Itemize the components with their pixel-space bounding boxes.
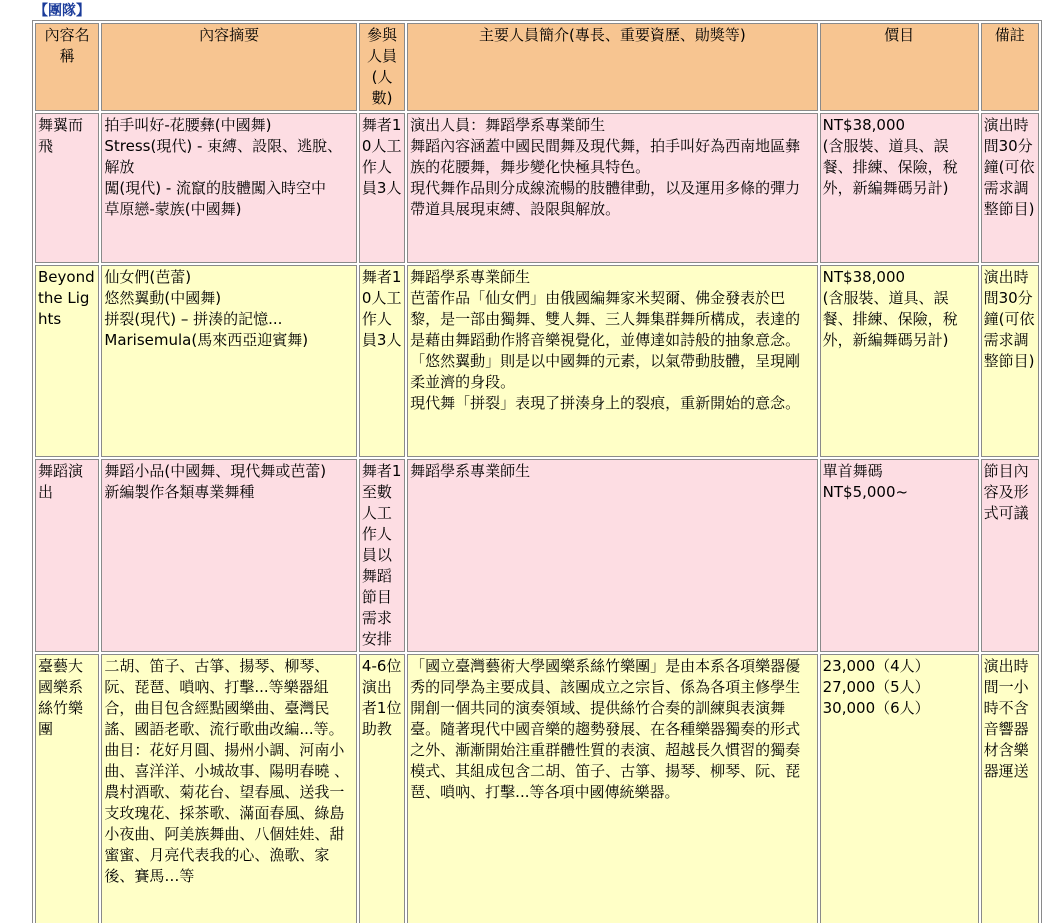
summary-line: 闖(現代) - 流竄的肢體闖入時空中 [104, 179, 327, 197]
row-participants: 4-6位演出者1位助教 [359, 654, 405, 923]
row-price [820, 459, 979, 652]
row-note: 節目內容及形式可議 [981, 459, 1039, 652]
row-price [820, 113, 979, 263]
row-name: Beyond the Lights [35, 265, 99, 457]
troupe-table [32, 20, 1042, 923]
row-participants: 舞者1至數人工作人員以舞蹈節目需求安排 [359, 459, 405, 652]
summary-line: 新編製作各類專業舞種 [104, 483, 255, 501]
row-price [820, 654, 979, 923]
row-summary [101, 654, 357, 923]
summary-line: 曲目：花好月圓、揚州小調、河南小曲、喜洋洋、小城故事、陽明春曉 、農村酒歌、菊花台、望春風、送我一支玫瑰花、採茶歌、滿面春風、綠島小夜曲、阿美族舞曲、八個娃娃、甜蜜蜜、月亮代表我的心、漁歌、家後、賽馬…等 [104, 741, 350, 885]
row-name: 舞翼而飛 [35, 113, 99, 263]
price-line: 單首舞碼 [822, 462, 883, 480]
header-note: 備註 [981, 23, 1039, 111]
price-line: 27,000（5人） [822, 678, 930, 696]
summary-line: 拼裂(現代) – 拼湊的記憶... [104, 310, 283, 328]
row-name: 舞蹈演出 [35, 459, 99, 652]
summary-line: Marisemula(馬來西亞迎賓舞) [104, 331, 309, 349]
intro-line: 現代舞作品則分成線流暢的肢體律動，以及運用多條的彈力帶道具展現束縛、設限與解放。 [410, 179, 801, 218]
intro-line: 演出人員：舞蹈學系專業師生 [410, 116, 606, 134]
price-line: NT$38,000 [822, 116, 906, 134]
row-summary [101, 459, 357, 652]
summary-line: 草原戀-蒙族(中國舞) [104, 200, 242, 218]
row-name: 臺藝大國樂系絲竹樂團 [35, 654, 99, 923]
summary-line: 仙女們(芭蕾) [104, 268, 192, 286]
intro-line: 舞蹈學系專業師生 [410, 462, 531, 480]
summary-line: 悠然翼動(中國舞) [104, 289, 222, 307]
table-row [35, 113, 1039, 263]
price-line: (含服裝、道具、誤餐、排練、保險，稅外，新編舞碼另計) [822, 137, 958, 197]
header-price: 價目 [820, 23, 979, 111]
row-price [820, 265, 979, 457]
header-participants: 參與人員(人數) [359, 23, 405, 111]
row-summary [101, 265, 357, 457]
price-line: 30,000（6人） [822, 699, 930, 717]
row-note: 演出時間30分鐘(可依需求調整節目) [981, 265, 1039, 457]
summary-line: 二胡、笛子、古箏、揚琴、柳琴、阮、琵琶、嗩吶、打擊...等樂器組合，曲目包含經點國樂曲、臺灣民謠、國語老歌、流行歌曲改編...等。 [104, 657, 344, 738]
intro-line: 現代舞「拼裂」表現了拼湊身上的裂痕，重新開始的意念。 [410, 394, 801, 412]
row-note: 演出時間30分鐘(可依需求調整節目) [981, 113, 1039, 263]
row-intro [407, 265, 817, 457]
summary-line: 拍手叫好-花腰彝(中國舞) [104, 116, 272, 134]
intro-line: 「國立臺灣藝術大學國樂系絲竹樂團」是由本系各項樂器優秀的同學為主要成員、該團成立之宗旨、係為各項主修學生開創一個共同的演奏領域、提供絲竹合奏的訓練與表演舞臺。隨著現代中國音樂的趨勢發展、在各種樂器獨奏的形式之外、漸漸開始注重群體性質的表演、超越長久慣習的獨奏模式、其組成包含二胡、笛子、古箏、揚琴、柳琴、阮、琵琶、嗩吶、打擊...等各項中國傳統樂器。 [410, 657, 801, 801]
row-note: 演出時間一小時不含音響器材含樂器運送 [981, 654, 1039, 923]
table-row [35, 459, 1039, 652]
intro-line: 舞蹈學系專業師生 [410, 268, 531, 286]
price-line: NT$38,000 [822, 268, 906, 286]
intro-line: 舞蹈內容涵蓋中國民間舞及現代舞，拍手叫好為西南地區彝族的花腰舞，舞步變化快極具特色。 [410, 137, 801, 176]
row-participants: 舞者10人工作人員3人 [359, 265, 405, 457]
price-line: 23,000（4人） [822, 657, 930, 675]
row-intro [407, 654, 817, 923]
header-intro: 主要人員簡介(專長、重要資歷、勛獎等) [407, 23, 817, 111]
price-line: NT$5,000~ [822, 483, 909, 501]
header-row [35, 23, 1039, 111]
intro-line: 「悠然翼動」則是以中國舞的元素，以氣帶動肢體，呈現剛柔並濟的身段。 [410, 352, 801, 391]
summary-line: Stress(現代) - 束縛、設限、逃脫、解放 [104, 137, 343, 176]
row-summary [101, 113, 357, 263]
row-intro [407, 113, 817, 263]
header-summary: 內容摘要 [101, 23, 357, 111]
row-participants: 舞者10人工作人員3人 [359, 113, 405, 263]
intro-line: 芭蕾作品「仙女們」由俄國編舞家米契爾、佛金發表於巴黎，是一部由獨舞、雙人舞、三人舞集群舞所構成，表達的是藉由舞蹈動作將音樂視覺化，並傳達如詩般的抽象意念。 [410, 289, 801, 349]
summary-line: 舞蹈小品(中國舞、現代舞或芭蕾) [104, 462, 327, 480]
header-name: 內容名稱 [35, 23, 99, 111]
section-title: 【團隊】 [34, 3, 90, 19]
price-line: (含服裝、道具、誤餐、排練、保險，稅外，新編舞碼另計) [822, 289, 958, 349]
table-row [35, 654, 1039, 923]
row-intro [407, 459, 817, 652]
table-row [35, 265, 1039, 457]
